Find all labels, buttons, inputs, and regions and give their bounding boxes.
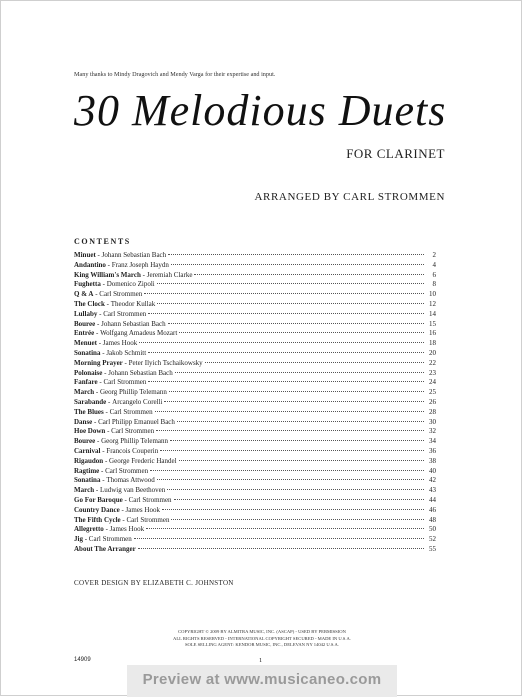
toc-dot-leader (157, 303, 424, 304)
toc-separator: - (103, 407, 110, 416)
toc-piece-title: The Fifth Cycle (74, 515, 121, 524)
toc-separator: - (106, 397, 113, 406)
selling-agent-line: SOLE SELLING AGENT: KENDOR MUSIC, INC., DELEVAN NY 14042 U.S.A. (184, 642, 340, 648)
toc-piece-title: March (74, 388, 95, 397)
toc-piece-title: Polonaise (74, 368, 103, 377)
toc-entry (74, 447, 436, 457)
copyright-notice (1, 629, 522, 649)
toc-entry (74, 418, 436, 428)
toc-piece-title: Allegretto (74, 525, 104, 534)
toc-dot-leader (194, 274, 424, 275)
toc-entry (74, 339, 436, 349)
toc-composer: Jakob Schmitt (106, 348, 147, 357)
toc-dot-leader (148, 313, 424, 314)
toc-composer: Thomas Attwood (106, 476, 155, 485)
contents-heading: CONTENTS (74, 237, 131, 246)
toc-page-number: 22 (429, 358, 436, 367)
toc-dot-leader (160, 450, 424, 451)
toc-separator: - (100, 476, 107, 485)
toc-dot-leader (179, 332, 424, 333)
toc-page-number: 34 (429, 437, 436, 446)
toc-page-number: 43 (429, 486, 436, 495)
toc-dot-leader (170, 440, 424, 441)
toc-page-number: 8 (432, 280, 436, 289)
toc-separator: - (103, 456, 110, 465)
toc-piece-title: Go For Baroque (74, 495, 123, 504)
toc-dot-leader (171, 519, 424, 520)
toc-piece-title: Minuet (74, 251, 96, 259)
toc-entry (74, 486, 436, 496)
toc-piece-title: Sonatina (74, 348, 101, 357)
toc-separator: - (94, 486, 100, 495)
toc-piece-title: Carnival (74, 446, 101, 455)
instrument-subtitle: FOR CLARINET (346, 146, 445, 161)
toc-separator: - (99, 466, 106, 475)
toc-separator: - (119, 505, 126, 514)
cover-design-credit: COVER DESIGN BY ELIZABETH C. JOHNSTON (74, 579, 234, 587)
toc-dot-leader (157, 479, 424, 480)
toc-piece-title: Rigaudon (74, 456, 104, 465)
arranger-credit: ARRANGED BY CARL STROMMEN (254, 191, 445, 203)
toc-composer: Carl Strommen (88, 535, 132, 544)
toc-entry (74, 525, 436, 535)
toc-entry (74, 427, 436, 437)
toc-separator: - (100, 348, 107, 357)
toc-page-number: 23 (429, 368, 436, 377)
toc-dot-leader (174, 499, 424, 500)
toc-page-number: 16 (429, 329, 436, 338)
toc-separator: - (122, 495, 129, 504)
toc-piece-title: Ragtime (74, 466, 100, 475)
toc-dot-leader (150, 470, 424, 471)
toc-dot-leader (148, 352, 424, 353)
toc-separator: - (104, 299, 111, 308)
toc-entry (74, 535, 436, 545)
toc-entry (74, 300, 436, 310)
toc-composer: Domenico Zipoli (106, 280, 155, 289)
toc-composer: Carl Strommen (99, 290, 143, 299)
toc-separator: - (102, 368, 109, 377)
toc-page-number: 14 (429, 309, 436, 318)
toc-composer: George Frederic Handel (109, 456, 177, 465)
toc-page-number: 46 (429, 505, 436, 514)
toc-separator: - (103, 525, 110, 534)
toc-separator: - (105, 260, 112, 269)
toc-composer: Johann Sebastian Bach (108, 368, 173, 377)
toc-page-number: 15 (429, 319, 436, 328)
toc-entry (74, 506, 436, 516)
toc-piece-title: Jig (74, 535, 83, 544)
toc-piece-title: Sarabande (74, 397, 107, 406)
toc-piece-title: The Clock (74, 299, 105, 308)
toc-page-number: 52 (429, 535, 436, 544)
toc-page-number: 48 (429, 515, 436, 524)
toc-composer: Carl Strommen (128, 495, 172, 504)
toc-separator: - (94, 388, 100, 397)
toc-piece-title: King William's March (74, 270, 141, 279)
toc-composer: Carl Strommen (111, 427, 155, 436)
toc-dot-leader (168, 323, 424, 324)
toc-piece-title: Fughetta (74, 280, 101, 289)
toc-composer: Carl Strommen (126, 515, 170, 524)
toc-dot-leader (168, 254, 424, 255)
toc-entry (74, 310, 436, 320)
toc-page-number: 18 (429, 339, 436, 348)
toc-piece-title: Q & A (74, 290, 94, 299)
toc-dot-leader (205, 362, 424, 363)
toc-separator: - (93, 290, 100, 299)
toc-page-number: 4 (432, 260, 436, 269)
toc-dot-leader (175, 372, 424, 373)
toc-page-number: 25 (429, 388, 436, 397)
toc-dot-leader (155, 411, 424, 412)
toc-page-number: 36 (429, 446, 436, 455)
toc-piece-title: Country Dance (74, 505, 120, 514)
toc-dot-leader (171, 264, 424, 265)
toc-entry (74, 280, 436, 290)
toc-entry (74, 467, 436, 477)
toc-composer: Peter Ilyich Tschaikowsky (128, 358, 203, 367)
toc-page-number: 12 (429, 299, 436, 308)
toc-separator: - (105, 427, 112, 436)
toc-entry (74, 261, 436, 271)
toc-composer: Theodor Kullak (110, 299, 156, 308)
toc-separator: - (120, 515, 127, 524)
toc-composer: Georg Phillip Telemann (99, 388, 167, 397)
toc-dot-leader (177, 421, 424, 422)
toc-entry (74, 398, 436, 408)
toc-dot-leader (148, 381, 424, 382)
toc-piece-title: Lullaby (74, 309, 98, 318)
toc-dot-leader (144, 293, 424, 294)
toc-page-number: 26 (429, 397, 436, 406)
toc-separator: - (82, 535, 89, 544)
toc-separator: - (140, 270, 147, 279)
toc-entry (74, 329, 436, 339)
toc-dot-leader (157, 283, 424, 284)
toc-separator: - (95, 251, 102, 259)
toc-entry (74, 437, 436, 447)
book-title: 30 Melodious Duets (74, 86, 447, 135)
toc-page-number: 40 (429, 466, 436, 475)
toc-composer: Carl Strommen (105, 466, 149, 475)
toc-composer: James Hook (125, 505, 160, 514)
toc-dot-leader (179, 460, 424, 461)
toc-piece-title: Entrée (74, 329, 95, 338)
toc-separator: - (92, 417, 99, 426)
toc-entry (74, 378, 436, 388)
toc-dot-leader (146, 528, 424, 529)
toc-dot-leader (169, 391, 424, 392)
toc-entry (74, 271, 436, 281)
toc-piece-title: Bouree (74, 437, 96, 446)
toc-page-number: 50 (429, 525, 436, 534)
toc-separator: - (95, 437, 102, 446)
toc-composer: Wolfgang Amadeus Mozart (100, 329, 178, 338)
rights-line: ALL RIGHTS RESERVED - INTERNATIONAL COPYRIGHT SECURED - MADE IN U.S.A. (173, 635, 351, 641)
toc-page-number: 32 (429, 427, 436, 436)
toc-entry (74, 496, 436, 506)
toc-dot-leader (167, 489, 424, 490)
toc-page-number: 42 (429, 476, 436, 485)
toc-composer: Carl Strommen (103, 378, 147, 387)
toc-entry (74, 457, 436, 467)
toc-composer: Georg Phillip Telemann (101, 437, 169, 446)
toc-page-number: 2 (432, 251, 436, 259)
toc-piece-title: Morning Prayer (74, 358, 123, 367)
toc-composer: Carl Philipp Emanuel Bach (98, 417, 175, 426)
toc-composer: James Hook (109, 525, 145, 534)
toc-composer: Arcangelo Corelli (112, 397, 163, 406)
page-number: 1 (259, 657, 263, 664)
toc-separator: - (97, 309, 104, 318)
toc-separator: - (97, 378, 104, 387)
toc-separator: - (122, 358, 129, 367)
toc-separator: - (96, 339, 103, 348)
toc-entry (74, 251, 436, 261)
toc-dot-leader (134, 538, 424, 539)
toc-page-number: 38 (429, 456, 436, 465)
toc-entry (74, 349, 436, 359)
toc-composer: Francois Couperin (106, 446, 159, 455)
toc-piece-title: Menuet (74, 339, 97, 348)
toc-piece-title: The Blues (74, 407, 104, 416)
toc-piece-title: March (74, 486, 95, 495)
toc-separator: - (100, 280, 107, 289)
toc-piece-title: Andantino (74, 260, 106, 269)
toc-page-number: 30 (429, 417, 436, 426)
toc-entry (74, 545, 436, 555)
toc-piece-title: Sonatina (74, 476, 101, 485)
toc-piece-title: About The Arranger (74, 544, 136, 553)
toc-composer: Carl Strommen (103, 309, 147, 318)
toc-page-number: 28 (429, 407, 436, 416)
acknowledgement-text: Many thanks to Mindy Dragovich and Mendy Varga for their expertise and input. (74, 71, 276, 78)
toc-piece-title: Bouree (74, 319, 96, 328)
toc-page-number: 44 (429, 495, 436, 504)
copyright-line: COPYRIGHT © 2009 BY ALMITRA MUSIC, INC. (ASCAP) - USED BY PERMISSION (178, 629, 346, 634)
toc-entry (74, 408, 436, 418)
toc-piece-title: Hoe Down (74, 427, 106, 436)
toc-piece-title: Fanfare (74, 378, 98, 387)
toc-page-number: 20 (429, 348, 436, 357)
toc-dot-leader (162, 509, 424, 510)
toc-composer: Carl Strommen (109, 407, 153, 416)
toc-dot-leader (139, 342, 424, 343)
toc-dot-leader (156, 430, 424, 431)
toc-entry (74, 369, 436, 379)
toc-composer: Johann Sebastian Bach (101, 319, 166, 328)
toc-composer: James Hook (102, 339, 138, 348)
toc-page-number: 6 (432, 270, 436, 279)
toc-composer: Ludwig van Beethoven (99, 486, 166, 495)
toc-entry (74, 320, 436, 330)
toc-composer: Johann Sebastian Bach (101, 251, 167, 259)
toc-entry (74, 388, 436, 398)
toc-separator: - (95, 319, 102, 328)
toc-separator: - (94, 329, 101, 338)
toc-entry (74, 516, 436, 526)
toc-dot-leader (164, 401, 424, 402)
toc-entry (74, 359, 436, 369)
preview-banner-text: Preview at www.musicaneo.com (142, 671, 382, 688)
toc-composer: Franz Joseph Haydn (111, 260, 169, 269)
preview-banner[interactable] (127, 665, 397, 697)
toc-composer: Jeremiah Clarke (146, 270, 193, 279)
toc-piece-title: Danse (74, 417, 93, 426)
toc-entry (74, 290, 436, 300)
toc-page-number: 24 (429, 378, 436, 387)
toc-separator: - (100, 446, 107, 455)
toc-entry (74, 476, 436, 486)
toc-page-number: 55 (429, 544, 436, 553)
catalog-number: 14909 (74, 657, 91, 663)
toc-dot-leader (138, 548, 424, 549)
table-of-contents (74, 251, 436, 555)
toc-page-number: 10 (429, 290, 436, 299)
